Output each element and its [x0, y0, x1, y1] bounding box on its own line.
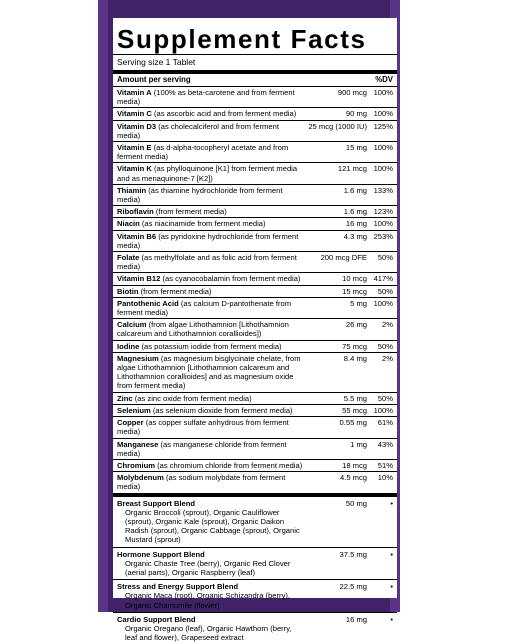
nutrient-description: (as pyridoxine hydrochloride from ferment media) — [117, 231, 299, 250]
nutrient-dv: 417% — [373, 274, 393, 284]
nutrient-dv: 50% — [377, 253, 393, 263]
nutrient-amount: 10 mcg — [342, 274, 367, 284]
nutrient-dv: 100% — [373, 219, 393, 229]
nutrient-name-cell — [117, 164, 307, 182]
nutrient-amount: 0.55 mg — [339, 418, 367, 428]
blend-row — [113, 496, 397, 547]
nutrient-description: (as magnesium bisglycinate chelate, from algae Lithothamnion [Lithothamnion calcareum and Lithothamnion corallioides] and as magnesium oxide from ferment media) — [117, 353, 301, 391]
nutrient-name-cell — [117, 299, 307, 317]
nutrient-row — [113, 352, 397, 392]
nutrient-name: Vitamin C — [117, 109, 152, 119]
nutrient-name: Chromium — [117, 460, 155, 470]
nutrient-amount: 1 mg — [350, 439, 367, 449]
nutrient-name: Zinc — [117, 393, 133, 403]
nutrient-amount: 16 mg — [345, 219, 367, 229]
nutrient-dv: 100% — [373, 109, 393, 119]
blend-name-cell — [117, 550, 307, 578]
nutrient-dv: 50% — [377, 286, 393, 296]
nutrient-description: (as methylfolate and as folic acid from ferment media) — [117, 253, 297, 272]
nutrient-name-cell — [117, 320, 307, 338]
nutrient-dv: 125% — [373, 121, 393, 131]
nutrient-dv: 10% — [377, 473, 393, 483]
blend-ingredients: Organic Oregano (leaf), Organic Hawthorn (berry, leaf and flower), Grapeseed extract — [125, 623, 292, 643]
nutrient-description: (from ferment media) — [138, 286, 212, 296]
nutrient-dv: 100% — [373, 143, 393, 153]
blend-amount: 50 mg — [345, 498, 367, 508]
blend-amount: 22.5 mg — [339, 582, 367, 592]
blend-name: Hormone Support Blend — [117, 549, 205, 559]
nutrient-name-cell — [117, 232, 307, 250]
nutrient-amount: 5 mg — [350, 298, 367, 308]
nutrient-row — [113, 438, 397, 459]
nutrient-amount: 121 mcg — [337, 164, 367, 174]
nutrient-name: Vitamin E — [117, 143, 152, 153]
nutrient-description: (as cyanocobalamin from ferment media) — [160, 274, 301, 284]
nutrient-row — [113, 272, 397, 284]
nutrient-name-cell — [117, 122, 307, 140]
nutrient-description: (as cholecalciferol and from ferment media) — [117, 121, 279, 140]
nutrient-name-cell — [117, 219, 307, 228]
nutrient-row — [113, 404, 397, 416]
nutrient-dv: 61% — [377, 418, 393, 428]
supplement-facts-panel — [113, 18, 397, 643]
nutrient-row — [113, 340, 397, 352]
nutrient-name: Vitamin K — [117, 164, 152, 174]
nutrient-description: (as zinc oxide from ferment media) — [132, 393, 252, 403]
nutrient-dv: 50% — [377, 341, 393, 351]
nutrient-name: Biotin — [117, 286, 139, 296]
nutrient-amount: 200 mcg DFE — [320, 253, 367, 263]
nutrient-amount: 90 mg — [345, 109, 367, 119]
nutrient-dv: 100% — [373, 405, 393, 415]
box-edge-left — [98, 0, 108, 612]
nutrient-row — [113, 459, 397, 471]
nutrient-dv: 253% — [373, 231, 393, 241]
nutrient-name: Molybdenum — [117, 473, 164, 483]
nutrient-description: (as selenium dioxide from ferment media) — [150, 405, 293, 415]
nutrient-name-cell — [117, 274, 307, 283]
blend-dv: • — [390, 549, 393, 559]
nutrient-amount: 15 mg — [345, 143, 367, 153]
blend-ingredients: Organic Maca (root), Organic Schizandra (berry), Organic Chamomile (flower) — [125, 591, 291, 610]
nutrient-name-cell — [117, 473, 307, 491]
nutrient-amount: 75 mcg — [342, 341, 367, 351]
nutrient-row — [113, 392, 397, 404]
blend-list — [113, 496, 397, 644]
nutrient-name-cell — [117, 143, 307, 161]
nutrient-amount: 4.3 mg — [343, 231, 367, 241]
nutrient-name: Pantothenic Acid — [117, 298, 179, 308]
amount-header: Amount per serving — [117, 75, 191, 84]
nutrient-name-cell — [117, 287, 307, 296]
nutrient-description: (as chromium chloride from ferment media) — [154, 460, 303, 470]
nutrient-amount: 4.5 mcg — [339, 473, 367, 483]
nutrient-name-cell — [117, 406, 307, 415]
nutrient-description: (100% as beta-carotene and from ferment media) — [117, 88, 295, 107]
nutrient-amount: 25 mcg (1000 IU) — [308, 121, 367, 131]
nutrient-row — [113, 107, 397, 119]
nutrient-description: (as sodium molybdate from ferment media) — [117, 473, 286, 492]
panel-title: Supplement Facts — [117, 24, 367, 54]
nutrient-description: (as potassium iodide from ferment media) — [139, 341, 282, 351]
nutrient-description: (as niacinamide from ferment media) — [139, 219, 266, 229]
nutrient-amount: 26 mg — [345, 320, 367, 330]
blend-name-cell — [117, 615, 307, 643]
nutrient-description: (from ferment media) — [153, 207, 227, 217]
blend-name-cell — [117, 499, 307, 545]
blend-name: Breast Support Blend — [117, 498, 196, 508]
table-header — [113, 74, 397, 86]
nutrient-name: Vitamin D3 — [117, 121, 157, 131]
blend-dv: • — [390, 582, 393, 592]
blend-ingredients: Organic Broccoli (sprout), Organic Cauliflower (sprout), Organic Kale (sprout), Organic Daikon Radish (sprout), Organic Cabbage (sprout), Organic Mustard (sprout) — [125, 507, 300, 545]
nutrient-name-cell — [117, 461, 307, 470]
nutrient-amount: 5.5 mg — [343, 393, 367, 403]
nutrient-row — [113, 285, 397, 297]
nutrient-name: Vitamin A — [117, 88, 152, 97]
nutrient-dv: 2% — [382, 320, 393, 330]
nutrient-name-cell — [117, 186, 307, 204]
nutrient-row — [113, 251, 397, 272]
nutrient-amount: 1.6 mg — [343, 185, 367, 195]
nutrient-row — [113, 141, 397, 162]
nutrient-description: (as manganese chloride from ferment media) — [117, 439, 287, 458]
nutrient-list — [113, 86, 397, 493]
nutrient-dv: 43% — [377, 439, 393, 449]
nutrient-name: Vitamin B6 — [117, 231, 157, 241]
nutrient-name-cell — [117, 109, 307, 118]
nutrient-description: (as phylloquinone [K1] from ferment media and as menaquinone-7 [K2]) — [117, 164, 298, 183]
nutrient-name: Vitamin B12 — [117, 274, 161, 284]
nutrient-row — [113, 120, 397, 141]
nutrient-row — [113, 471, 397, 492]
nutrient-dv: 133% — [373, 185, 393, 195]
dv-header: %DV — [375, 75, 393, 84]
blend-row — [113, 547, 397, 580]
blend-name: Cardio Support Blend — [117, 614, 196, 624]
nutrient-name: Magnesium — [117, 353, 159, 363]
nutrient-name-cell — [117, 253, 307, 271]
nutrient-amount: 18 mcg — [342, 460, 367, 470]
nutrient-description: (from algae Lithothamnion [Lithothamnion calcareum and Lithothamnion corallioides]) — [117, 320, 289, 339]
nutrient-description: (as ascorbic acid and from ferment media) — [151, 109, 297, 119]
nutrient-amount: 55 mcg — [342, 405, 367, 415]
blend-row — [113, 612, 397, 644]
nutrient-amount: 8.4 mg — [343, 353, 367, 363]
nutrient-dv: 51% — [377, 460, 393, 470]
blend-name: Stress and Energy Support Blend — [117, 582, 239, 592]
nutrient-row — [113, 416, 397, 437]
nutrient-name: Thiamin — [117, 185, 147, 195]
nutrient-amount: 15 mcg — [342, 286, 367, 296]
blend-row — [113, 579, 397, 612]
nutrient-row — [113, 86, 397, 107]
nutrient-dv: 50% — [377, 393, 393, 403]
serving-size: Serving size 1 Tablet — [113, 54, 397, 70]
nutrient-dv: 123% — [373, 207, 393, 217]
nutrient-description: (as d-alpha-tocopheryl acetate and from ferment media) — [117, 143, 289, 162]
nutrient-row — [113, 162, 397, 183]
nutrient-amount: 900 mcg — [337, 88, 367, 97]
nutrient-name-cell — [117, 394, 307, 403]
nutrient-row — [113, 230, 397, 251]
nutrient-description: (as copper sulfate anhydrous from ferment media) — [117, 418, 289, 437]
nutrient-name-cell — [117, 418, 307, 436]
blend-ingredients: Organic Chaste Tree (berry), Organic Red Clover (aerial parts), Organic Raspberry (leaf) — [125, 558, 291, 577]
nutrient-dv: 100% — [373, 88, 393, 97]
nutrient-name-cell — [117, 88, 307, 106]
nutrient-name-cell — [117, 342, 307, 351]
nutrient-dv: 100% — [373, 164, 393, 174]
nutrient-name: Selenium — [117, 405, 151, 415]
nutrient-name: Folate — [117, 253, 140, 263]
nutrient-name-cell — [117, 440, 307, 458]
blend-dv: • — [390, 614, 393, 624]
nutrient-amount: 1.6 mg — [343, 207, 367, 217]
blend-name-cell — [117, 582, 307, 610]
nutrient-row — [113, 217, 397, 229]
nutrient-name: Iodine — [117, 341, 140, 351]
nutrient-name: Calcium — [117, 320, 147, 330]
nutrient-description: (as thiamine hydrochloride from ferment media) — [117, 185, 283, 205]
nutrient-name-cell — [117, 354, 307, 391]
blend-amount: 16 mg — [345, 614, 367, 624]
nutrient-description: (as calcium D-pantothenate from ferment media) — [117, 298, 292, 318]
nutrient-name: Niacin — [117, 219, 140, 229]
nutrient-row — [113, 205, 397, 217]
nutrient-row — [113, 318, 397, 339]
nutrient-name-cell — [117, 207, 307, 216]
nutrient-name: Manganese — [117, 439, 159, 449]
nutrient-row — [113, 184, 397, 205]
nutrient-dv: 2% — [382, 353, 393, 363]
nutrient-dv: 100% — [373, 298, 393, 308]
blend-amount: 37.5 mg — [339, 549, 367, 559]
nutrient-row — [113, 297, 397, 318]
blend-dv: • — [390, 498, 393, 508]
nutrient-name: Copper — [117, 418, 144, 428]
nutrient-name: Riboflavin — [117, 207, 154, 217]
